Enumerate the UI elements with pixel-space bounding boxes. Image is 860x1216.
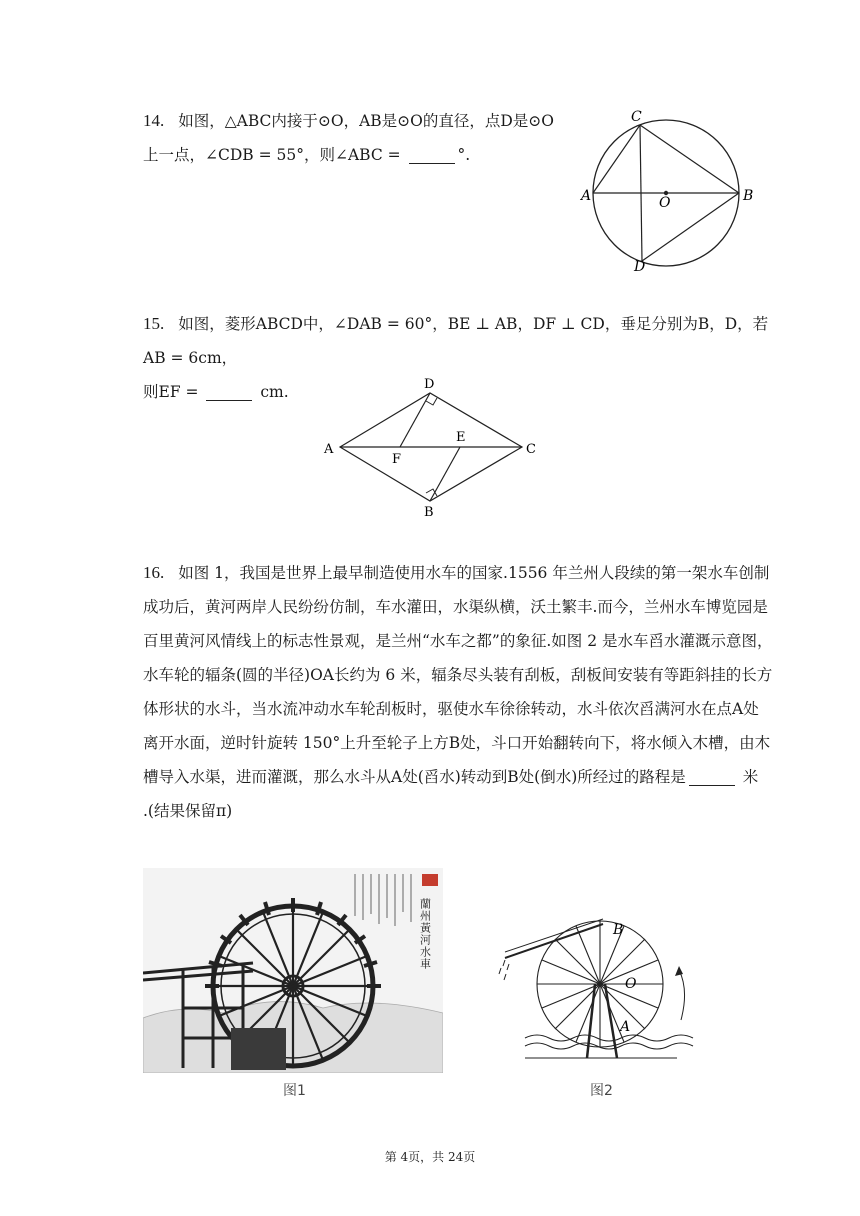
problem-16-line-2: 成功后，黄河两岸人民纷纷仿制，车水灌田，水渠纵横，沃土繁丰.而今，兰州水车博览园是 — [143, 598, 768, 616]
label-o: O — [659, 195, 671, 211]
segment-db — [642, 193, 739, 261]
answer-blank[interactable] — [689, 767, 735, 786]
figure-circle-abcd — [575, 108, 765, 278]
segment-be — [430, 447, 460, 501]
problem-text: 如图，菱形ABCD中，∠DAB = 60°，BE ⊥ AB，DF ⊥ CD，垂足分别为B，D，若AB = 6cm， — [143, 315, 769, 367]
label-b: B — [613, 922, 624, 938]
rotation-arrow — [679, 970, 685, 1020]
problem-14-line-2 — [143, 138, 573, 172]
problem-text: 槽导入水渠，进而灌溉，那么水斗从A处(舀水)转动到B处(倒水)所经过的路程是 — [143, 768, 686, 786]
problem-text: 上一点，∠CDB = 55°，则∠ABC = — [143, 146, 406, 164]
problem-number: 16. — [143, 563, 165, 582]
label-a: A — [581, 188, 592, 204]
answer-blank[interactable] — [409, 145, 455, 164]
figure-2-waterwheel-diagram — [495, 910, 695, 1065]
problem-text: 米 — [742, 768, 759, 786]
problem-16-line-4: 水车轮的辐条(圆的半径)OA长约为 6 米，辐条尽头装有刮板，刮板间安装有等距斜挂的长方 — [143, 666, 773, 684]
trough — [505, 924, 603, 958]
problem-16 — [143, 556, 783, 828]
problem-16-line-1 — [143, 556, 783, 590]
problem-number: 15. — [143, 314, 165, 333]
right-angle-mark-b — [426, 489, 437, 496]
segment-cb — [640, 125, 739, 193]
problem-16-line-6: 离开水面，逆时针旋转 150°上升至轮子上方B处，斗口开始翻转向下，将水倾入木槽，由木 — [143, 734, 771, 752]
problem-text: cm. — [260, 383, 289, 401]
label-f: F — [392, 452, 402, 467]
figure-1-caption: 图1 — [283, 1083, 306, 1099]
problem-16-line-3: 百里黄河风情线上的标志性景观，是兰州“水车之都”的象征.如图 2 是水车舀水灌溉示意图， — [143, 632, 773, 650]
right-angle-mark-d — [426, 398, 437, 405]
problem-15-line-1 — [143, 307, 783, 375]
problem-text: 则EF = — [143, 383, 204, 401]
problem-text: 如图 1，我国是世界上最早制造使用水车的国家.1556 年兰州人段续的第一架水车创制 — [178, 564, 770, 582]
problem-14 — [143, 104, 573, 172]
water-drops — [499, 960, 509, 980]
label-b: B — [743, 188, 754, 204]
seal-title: 蘭州黃河水車 — [418, 898, 432, 970]
label-e: E — [456, 430, 466, 445]
label-d: D — [634, 259, 646, 275]
figure-2-caption: 图2 — [590, 1083, 613, 1099]
problem-text: °. — [457, 146, 471, 164]
problem-14-line-1 — [143, 104, 573, 138]
answer-blank[interactable] — [206, 382, 252, 401]
label-a: A — [324, 442, 334, 457]
label-o: O — [625, 976, 637, 992]
figure-rhombus — [320, 375, 545, 520]
problem-16-line-5: 体形状的水斗，当水流冲动水车轮刮板时，驱使水车徐徐转动，水斗依次舀满河水在点A处 — [143, 700, 759, 718]
label-c: C — [526, 442, 536, 457]
figure-1-waterwheel-illustration — [143, 868, 443, 1073]
page-footer: 第 4页，共 24页 — [384, 1150, 476, 1164]
seal-stamp — [422, 874, 438, 886]
problem-text: 如图，△ABC内接于⊙O，AB是⊙O的直径，点D是⊙O — [178, 112, 554, 130]
problem-number: 14. — [143, 111, 165, 130]
label-b: B — [424, 505, 434, 520]
label-d: D — [424, 377, 435, 392]
segment-ac — [593, 125, 640, 193]
hut — [231, 1028, 286, 1070]
label-a: A — [620, 1019, 631, 1035]
segment-df — [400, 393, 430, 447]
problem-16-line-7 — [143, 760, 783, 794]
label-c: C — [631, 109, 642, 125]
problem-16-line-8: .(结果保留π) — [143, 802, 233, 820]
